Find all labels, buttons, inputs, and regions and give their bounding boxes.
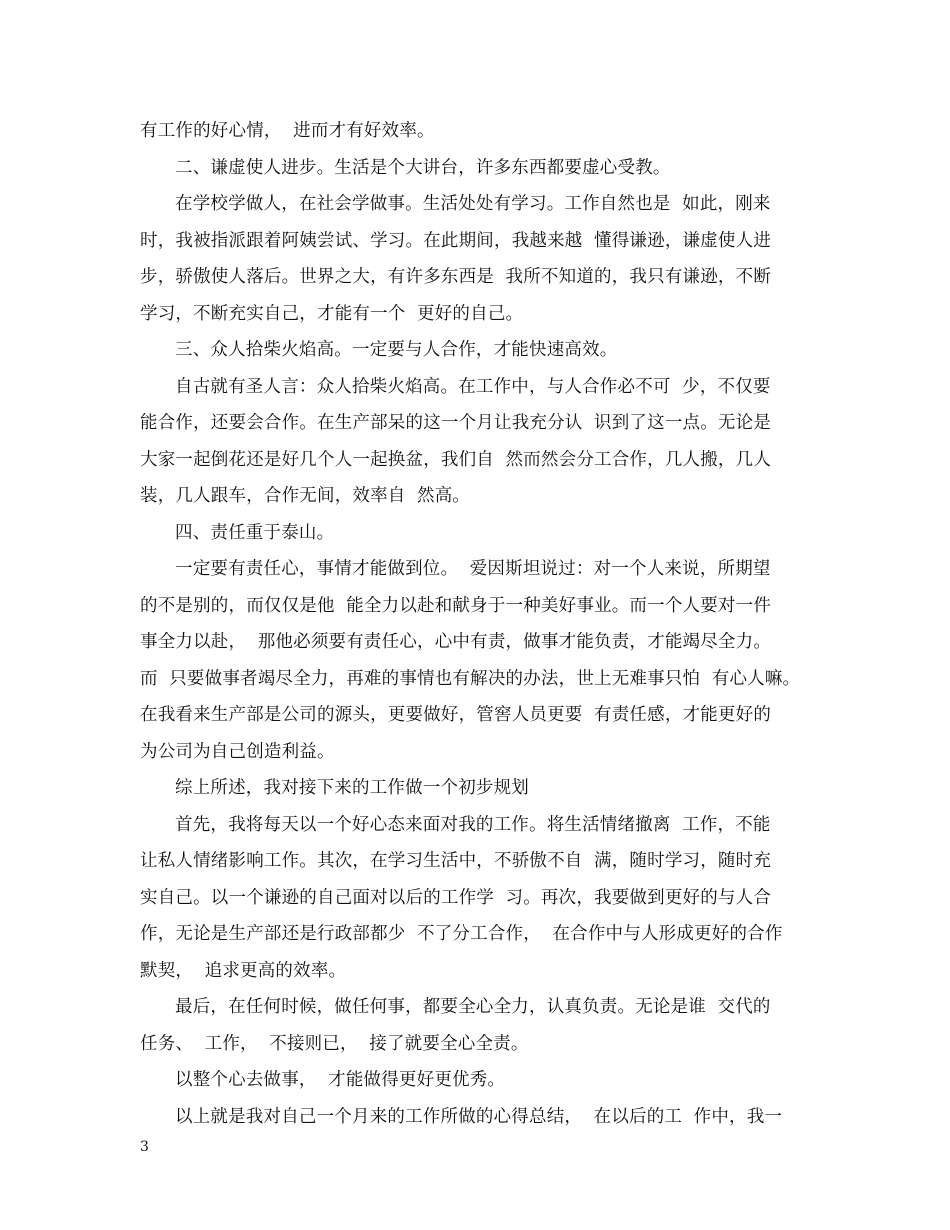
page-number: 3 xyxy=(140,1139,149,1155)
text-line-25: 最后，在任何时候，做任何事，都要全心全力，认真负责。无论是谁 交代的 xyxy=(175,997,771,1017)
text-line-13: 一定要有责任心，事情才能做到位。 爱因斯坦说过：对一个人来说，所期望 xyxy=(175,559,771,579)
text-line-22: 实自己。以一个谦逊的自己面对以后的工作学 习。再次，我要做到更好的与人合 xyxy=(140,887,772,908)
text-line-24: 默契， 追求更高的效率。 xyxy=(140,960,347,981)
text-line-18: 为公司为自己创造利益。 xyxy=(140,741,335,762)
text-line-3: 在学校学做人，在社会学做事。生活处处有学习。工作自然也是 如此，刚来 xyxy=(175,194,771,214)
text-line-4: 时，我被指派跟着阿姨尝试、学习。在此期间，我越来越 懂得谦逊，谦虚使人进 xyxy=(140,230,772,251)
text-line-12: 四、责任重于泰山。 xyxy=(175,522,335,543)
text-line-27: 以整个心去做事， 才能做得更好更优秀。 xyxy=(175,1070,506,1090)
text-line-7: 三、众人拾柴火焰高。一定要与人合作，才能快速高效。 xyxy=(175,340,618,360)
text-line-6: 学习，不断充实自己，才能有一个 更好的自己。 xyxy=(140,303,524,324)
text-line-28: 以上就是我对自己一个月来的工作所做的心得总结， 在以后的工 作中，我一 xyxy=(175,1106,783,1127)
text-line-15: 事全力以赴， 那他必须要有责任心，心中有责，做事才能负责，才能竭尽全力。 xyxy=(140,632,772,652)
text-line-23: 作，无论是生产部还是行政部都少 不了分工合作， 在合作中与人形成更好的合作 xyxy=(140,924,783,944)
text-line-21: 让私人情绪影响工作。其次，在学习生活中，不骄傲不自 满，随时学习，随时充 xyxy=(140,851,772,871)
body-text xyxy=(140,113,820,1135)
text-line-17: 在我看来生产部是公司的源头，更要做好，管窖人员更要 有责任感，才能更好的 xyxy=(140,705,772,725)
text-line-14: 的不是别的，而仅仅是他 能全力以赴和献身于一种美好事业。而一个人要对一件 xyxy=(140,595,772,616)
text-line-19: 综上所述，我对接下来的工作做一个初步规划 xyxy=(175,778,529,798)
text-line-20: 首先，我将每天以一个好心态来面对我的工作。将生活情绪撤离 工作，不能 xyxy=(175,814,771,835)
text-line-1: 有工作的好心情， 进而才有好效率。 xyxy=(140,121,435,141)
text-line-11: 装，几人跟车，合作无间，效率自 然高。 xyxy=(140,486,471,506)
text-line-10: 大家一起倒花还是好几个人一起换盆，我们自 然而然会分工合作，几人搬，几人 xyxy=(140,449,772,470)
text-line-5: 步，骄傲使人落后。世界之大，有许多东西是 我所不知道的，我只有谦逊，不断 xyxy=(140,267,772,287)
text-line-16: 而 只要做事者竭尽全力，再难的事情也有解决的办法，世上无难事只怕 有心人嘛。 xyxy=(140,668,801,689)
text-line-2: 二、谦虚使人进步。生活是个大讲台，许多东西都要虚心受教。 xyxy=(175,157,671,178)
text-line-9: 能合作，还要会合作。在生产部呆的这一个月让我充分认 识到了这一点。无论是 xyxy=(140,413,772,433)
text-line-8: 自古就有圣人言：众人拾柴火焰高。在工作中，与人合作必不可 少，不仅要 xyxy=(175,376,771,397)
text-line-26: 任务、 工作， 不接则已， 接了就要全心全责。 xyxy=(140,1033,529,1054)
